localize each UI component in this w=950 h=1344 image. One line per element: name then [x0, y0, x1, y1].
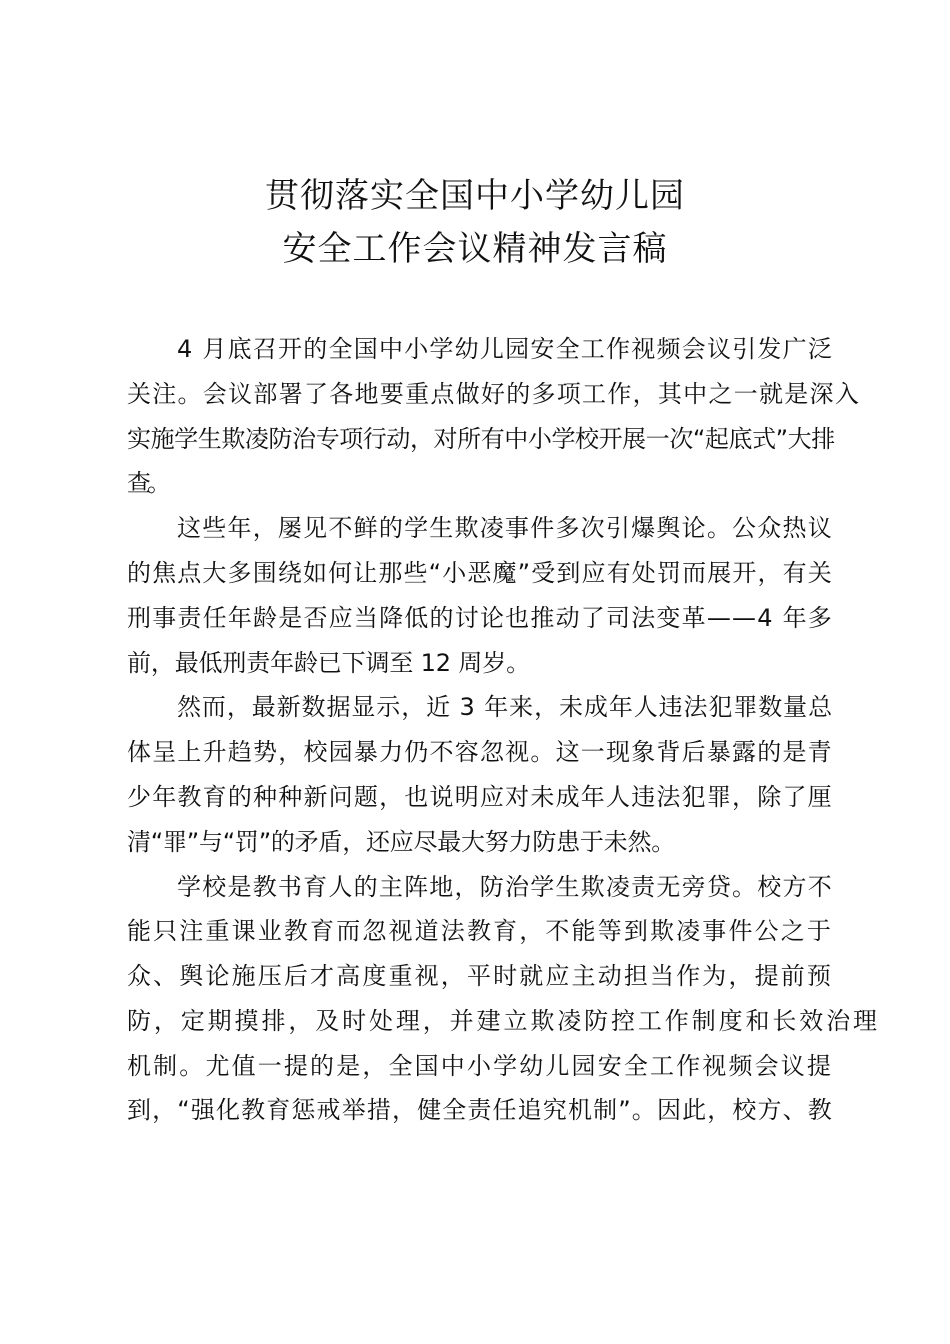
body-line-15: 众、舆论施压后才高度重视，平时就应主动担当作为，提前预 [127, 962, 834, 990]
body-line-5: 这些年，屡见不鲜的学生欺凌事件多次引爆舆论。公众热议 [177, 514, 833, 542]
body-line-14: 能只注重课业教育而忽视道法教育，不能等到欺凌事件公之于 [127, 917, 834, 945]
body-line-10: 体呈上升趋势，校园暴力仍不容忽视。这一现象背后暴露的是青 [127, 738, 833, 766]
body-line-7: 刑事责任年龄是否应当降低的讨论也推动了司法变革——4 年多 [127, 604, 833, 632]
document-title-line-2: 安全工作会议精神发言稿 [282, 229, 668, 269]
body-line-13: 学校是教书育人的主阵地，防治学生欺凌责无旁贷。校方不 [177, 873, 833, 901]
body-line-8: 前，最低刑责年龄已下调至 12 周岁。 [127, 649, 530, 677]
body-line-11: 少年教育的种种新问题，也说明应对未成年人违法犯罪，除了厘 [127, 783, 833, 811]
document-title-line-1: 贯彻落实全国中小学幼儿园 [265, 176, 685, 216]
body-line-17: 机制。尤值一提的是，全国中小学幼儿园安全工作视频会议提 [127, 1052, 834, 1080]
body-line-4: 查。 [127, 469, 167, 497]
body-line-1: 4 月底召开的全国中小学幼儿园安全工作视频会议引发广泛 [177, 335, 834, 363]
body-line-6: 的焦点大多围绕如何让那些“小恶魔”受到应有处罚而展开，有关 [127, 559, 833, 587]
body-line-2: 关注。会议部署了各地要重点做好的多项工作，其中之一就是深入 [127, 380, 861, 408]
body-line-3: 实施学生欺凌防治专项行动，对所有中小学校开展一次“起底式”大排 [127, 425, 835, 453]
body-line-12: 清“罪”与“罚”的矛盾，还应尽最大努力防患于未然。 [127, 828, 675, 856]
body-line-16: 防，定期摸排，及时处理，并建立欺凌防控工作制度和长效治理 [127, 1007, 880, 1035]
body-line-18: 到，“强化教育惩戒举措，健全责任追究机制”。因此，校方、教 [127, 1096, 833, 1124]
body-line-9: 然而，最新数据显示，近 3 年来，未成年人违法犯罪数量总 [177, 693, 834, 721]
